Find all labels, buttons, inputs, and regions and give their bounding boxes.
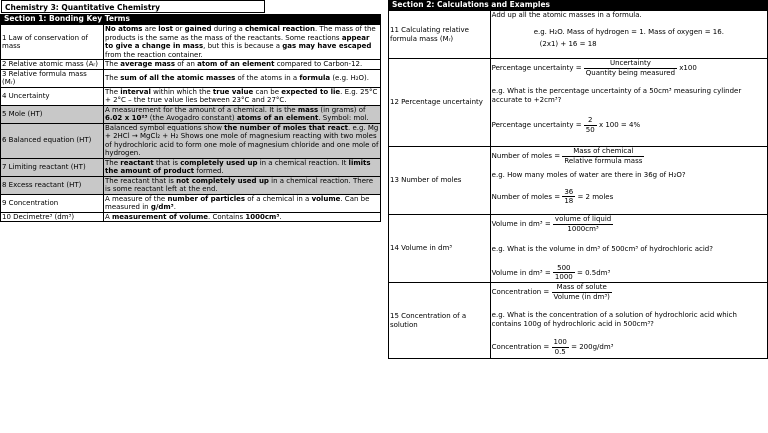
key-term-name: 5 Mole (HT) bbox=[1, 105, 104, 123]
definition-fragment: of an bbox=[175, 60, 198, 68]
definition-fragment: formed. bbox=[194, 167, 224, 175]
formula-label: Concentration = bbox=[491, 288, 550, 296]
formula-line bbox=[492, 59, 766, 77]
row-example bbox=[490, 59, 767, 147]
definition-fragment: volume bbox=[311, 194, 341, 203]
key-term-row bbox=[1, 176, 381, 194]
calc-fraction bbox=[584, 116, 597, 134]
definition-fragment: can be bbox=[253, 87, 282, 96]
key-term-row bbox=[1, 105, 381, 123]
definition-fragment: The reactant that is bbox=[105, 176, 177, 185]
definition-fragment: that is bbox=[153, 158, 181, 167]
calc-denominator: 0.5 bbox=[554, 347, 566, 356]
formula-line bbox=[492, 215, 766, 233]
definition-fragment: g/dm³ bbox=[150, 203, 174, 211]
calc-result: = 2 moles bbox=[577, 192, 614, 201]
formula-numerator: Mass of chemical bbox=[562, 147, 644, 157]
calc-denominator: 18 bbox=[564, 197, 574, 205]
formula-fraction bbox=[584, 59, 677, 77]
formula-numerator: volume of liquid bbox=[554, 215, 612, 223]
formula-label: Percentage uncertainty = bbox=[491, 64, 582, 72]
definition-fragment: 1000cm³ bbox=[245, 212, 280, 221]
calc-result: = 200g/dm³ bbox=[571, 343, 614, 351]
key-term-definition bbox=[104, 123, 381, 158]
definition-fragment: the number of moles that react bbox=[224, 123, 348, 132]
definition-fragment: , but this is because a bbox=[203, 42, 283, 50]
key-term-row bbox=[1, 158, 381, 176]
key-term-name: 9 Concentration bbox=[1, 194, 104, 212]
definition-fragment: . Can be measured in bbox=[105, 194, 370, 211]
definition-fragment: gas may have escaped bbox=[282, 42, 372, 50]
definition-fragment: chemical reaction bbox=[245, 25, 315, 33]
example-text: e.g. How many moles of water are there in 36g of H₂O? bbox=[491, 171, 686, 179]
key-term-name: 3 Relative formula mass (Mᵣ) bbox=[1, 69, 104, 87]
key-term-definition bbox=[104, 69, 381, 87]
key-term-row bbox=[1, 69, 381, 87]
definition-fragment: interval bbox=[120, 87, 151, 96]
formula-fraction bbox=[552, 283, 612, 301]
definition-fragment: from the reaction container. bbox=[105, 50, 203, 59]
definition-fragment: The bbox=[105, 87, 121, 96]
definition-fragment: reactant bbox=[120, 158, 154, 167]
key-term-definition bbox=[104, 25, 381, 60]
definition-fragment: appear to give a change in mass bbox=[105, 33, 370, 50]
key-term-row bbox=[1, 194, 381, 212]
definition-fragment: compared to Carbon-12. bbox=[274, 60, 363, 68]
row-example bbox=[490, 147, 767, 215]
row-term: 11 Calculating relative formula mass (Mᵣ) bbox=[389, 11, 491, 59]
key-term-name: 7 Limiting reactant (HT) bbox=[1, 158, 104, 176]
definition-fragment: atom of an element bbox=[197, 60, 275, 68]
formula-denominator: Relative formula mass bbox=[564, 156, 643, 165]
definition-fragment: No atoms bbox=[105, 25, 143, 33]
row-example bbox=[490, 11, 767, 59]
definition-fragment: (in grams) of bbox=[318, 105, 366, 114]
key-term-definition bbox=[104, 194, 381, 212]
key-term-row bbox=[1, 60, 381, 70]
key-term-row bbox=[1, 87, 381, 105]
key-term-definition bbox=[104, 176, 381, 194]
key-term-definition bbox=[104, 87, 381, 105]
section1-heading: Section 1: Bonding Key Terms bbox=[1, 15, 381, 25]
calc-row-concentration bbox=[389, 283, 768, 359]
definition-fragment: The bbox=[105, 158, 121, 167]
definition-fragment: expected to lie bbox=[281, 87, 341, 96]
formula-denominator: Volume (in dm³) bbox=[553, 292, 610, 301]
definition-fragment: (e.g. H₂O). bbox=[330, 73, 370, 82]
key-term-row bbox=[1, 25, 381, 60]
calc-result: x 100 = 4% bbox=[598, 121, 641, 129]
definition-fragment: Balanced symbol equations show bbox=[105, 123, 225, 132]
definition-fragment: sum of all the atomic masses bbox=[120, 73, 236, 82]
definition-fragment: atoms of an element bbox=[236, 114, 319, 122]
key-term-name: 8 Excess reactant (HT) bbox=[1, 176, 104, 194]
definition-fragment: 6.02 x 10²³ bbox=[105, 114, 148, 122]
formula-line bbox=[492, 283, 766, 301]
formula-multiplier: x100 bbox=[679, 64, 697, 72]
calc-line bbox=[492, 338, 766, 356]
calc-fraction bbox=[562, 188, 575, 206]
definition-fragment: of the atoms in a bbox=[235, 73, 300, 82]
formula-denominator: Quantity being measured bbox=[585, 68, 676, 77]
definition-fragment: A measurement for the amount of a chemical. It is the bbox=[105, 105, 298, 114]
calc-result: = 0.5dm³ bbox=[576, 268, 611, 277]
example-text: e.g. What is the percentage uncertainty of a 50cm³ measuring cylinder accurate to +2cm³? bbox=[491, 87, 742, 104]
calc-row-volume-in-dm3 bbox=[389, 215, 768, 283]
definition-fragment: The bbox=[105, 73, 121, 82]
formula-numerator: Uncertainty bbox=[584, 59, 677, 69]
example-text: e.g. What is the concentration of a solution of hydrochloric acid which contains 100g of hydrochloric acid in 500cm³? bbox=[491, 311, 737, 328]
definition-fragment: in a chemical reaction. There is some reactant left at the end. bbox=[105, 176, 374, 193]
definition-fragment: within which the bbox=[150, 87, 213, 96]
calc-numerator: 100 bbox=[553, 338, 567, 346]
formula-label: Volume in dm³ = bbox=[491, 220, 551, 228]
definition-fragment: (the Avogadro constant) bbox=[147, 114, 237, 122]
row-term: 12 Percentage uncertainty bbox=[389, 59, 491, 147]
calc-line bbox=[492, 116, 766, 134]
definition-fragment: . E.g. 25°C + 2°C – the true value lies between 23°C and 27°C. bbox=[105, 87, 378, 104]
section2-heading: Section 2: Calculations and Examples bbox=[389, 1, 768, 11]
calc-numerator: 36 bbox=[564, 187, 574, 196]
definition-fragment: formula bbox=[299, 73, 331, 82]
calc-denominator: 1000 bbox=[554, 273, 573, 281]
example-text: e.g. H₂O. Mass of hydrogen = 1. Mass of oxygen = 16. bbox=[533, 27, 724, 36]
definition-fragment: completely used up bbox=[180, 158, 258, 167]
definition-fragment: lost bbox=[158, 25, 173, 33]
calc-row-percentage-uncertainty bbox=[389, 59, 768, 147]
intro-text: Add up all the atomic masses in a formula. bbox=[491, 11, 642, 19]
definition-fragment: not completely used up bbox=[176, 176, 269, 185]
key-term-row bbox=[1, 212, 381, 222]
calc-label: Number of moles = bbox=[491, 192, 561, 201]
calc-numerator: 500 bbox=[553, 264, 575, 274]
calc-label: Concentration = bbox=[491, 343, 550, 351]
section1-table bbox=[0, 14, 381, 222]
calc-denominator: 50 bbox=[585, 125, 595, 134]
definition-fragment: The bbox=[105, 60, 121, 68]
definition-fragment: . bbox=[173, 203, 176, 211]
section2-table bbox=[388, 0, 768, 359]
definition-fragment: limits the amount of product bbox=[105, 158, 371, 175]
key-term-definition bbox=[104, 105, 381, 123]
row-example bbox=[490, 283, 767, 359]
definition-fragment: number of particles bbox=[167, 194, 246, 203]
calc-label: Percentage uncertainty = bbox=[491, 121, 582, 129]
definition-fragment: are bbox=[142, 25, 159, 33]
formula-line bbox=[492, 147, 766, 165]
row-term: 15 Concentration of a solution bbox=[389, 283, 491, 359]
key-term-name: 1 Law of conservation of mass bbox=[1, 25, 104, 60]
definition-fragment: . Symbol: mol. bbox=[318, 114, 369, 122]
definition-fragment: A bbox=[105, 212, 113, 221]
formula-label: Number of moles = bbox=[491, 152, 561, 160]
calc-row-number-of-moles bbox=[389, 147, 768, 215]
key-term-definition bbox=[104, 212, 381, 222]
calc-fraction bbox=[552, 338, 569, 356]
definition-fragment: gained bbox=[184, 25, 212, 33]
row-term: 14 Volume in dm³ bbox=[389, 215, 491, 283]
key-term-definition bbox=[104, 60, 381, 70]
key-term-name: 2 Relative atomic mass (Aᵣ) bbox=[1, 60, 104, 70]
calc-label: Volume in dm³ = bbox=[491, 268, 551, 277]
definition-fragment: . bbox=[279, 212, 282, 221]
definition-fragment: average mass bbox=[120, 60, 176, 68]
section1-rows bbox=[1, 25, 381, 222]
calc-text: (2x1) + 16 = 18 bbox=[539, 40, 597, 48]
example-text: e.g. What is the volume in dm³ of 500cm³ of hydrochloric acid? bbox=[491, 245, 713, 253]
formula-denominator: 1000cm³ bbox=[567, 224, 599, 233]
calc-line bbox=[492, 264, 766, 282]
row-example bbox=[490, 215, 767, 283]
formula-fraction bbox=[562, 147, 644, 165]
key-term-name: 10 Decimetre³ (dm³) bbox=[1, 212, 104, 222]
definition-fragment: A measure of the bbox=[105, 194, 168, 203]
definition-fragment: or bbox=[172, 25, 185, 33]
definition-fragment: . Contains bbox=[208, 212, 246, 221]
calc-fraction bbox=[553, 264, 575, 282]
definition-fragment: . e.g. Mg + 2HCl → MgCl₂ + H₂ Shows one mole of magnesium reacting with two moles of hydrochloric acid to form one mole of magnesium chloride and one mole of hydrogen. bbox=[105, 123, 379, 157]
key-term-definition bbox=[104, 158, 381, 176]
row-term: 13 Number of moles bbox=[389, 147, 491, 215]
formula-fraction bbox=[553, 215, 613, 233]
key-term-name: 6 Balanced equation (HT) bbox=[1, 123, 104, 158]
key-term-row bbox=[1, 123, 381, 158]
definition-fragment: measurement of volume bbox=[112, 212, 209, 221]
definition-fragment: of a chemical in a bbox=[245, 194, 312, 203]
definition-fragment: true value bbox=[212, 87, 254, 96]
calc-line bbox=[492, 188, 766, 206]
definition-fragment: mass bbox=[297, 105, 319, 114]
definition-fragment: in a chemical reaction. It bbox=[257, 158, 349, 167]
formula-numerator: Mass of solute bbox=[552, 283, 612, 293]
definition-fragment: during a bbox=[211, 25, 246, 33]
calc-numerator: 2 bbox=[584, 116, 597, 126]
calc-row-relative-formula-mass bbox=[389, 11, 768, 59]
document-title: Chemistry 3: Quantitative Chemistry bbox=[1, 0, 265, 13]
definition-fragment: . The mass of the products is the same as the mass of the reactants. Some reactions bbox=[105, 25, 376, 42]
key-term-name: 4 Uncertainty bbox=[1, 87, 104, 105]
